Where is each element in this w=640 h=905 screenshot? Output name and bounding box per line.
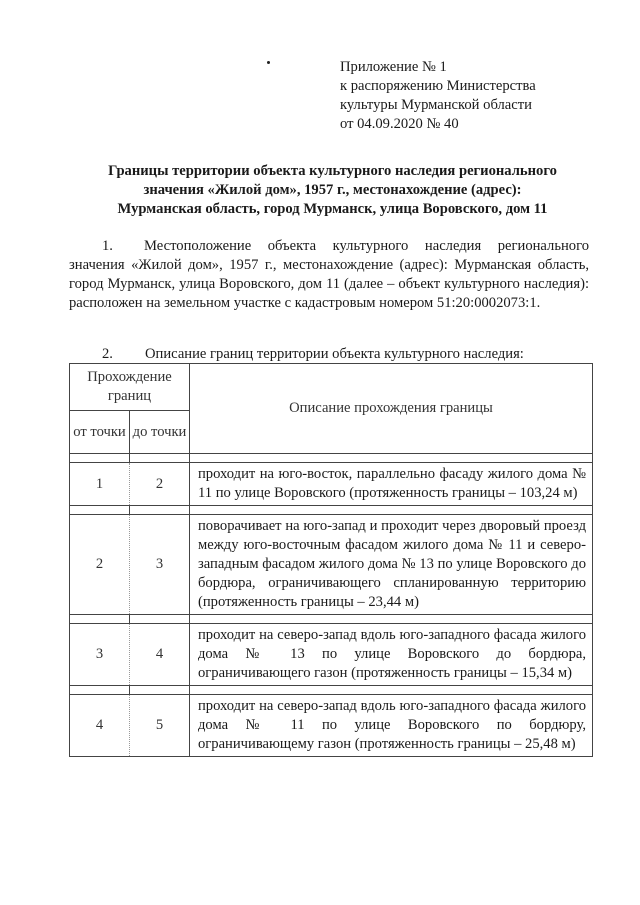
table-row [70,463,593,506]
document-title [60,162,605,219]
table-header-row [70,364,593,411]
section-2-text: Описание границ территории объекта культурного наследия: [145,346,524,362]
title-line-2: значения «Жилой дом», 1957 г., местонахождение (адрес): [143,182,522,198]
row-description: проходит на северо-запад вдоль юго-западного фасада жилого дома № 11 по улице Воровского по бордюру, ограничивающему газон (протяженность границы – 25,48 м) [190,695,593,757]
header-from-point: от точки [70,411,130,454]
section-1-paragraph [69,237,589,313]
row-to-point: 5 [130,695,190,757]
table-spacer [70,454,593,463]
header-description: Описание прохождения границы [190,364,593,454]
boundaries-table [69,363,593,757]
appendix-line-2: к распоряжению Министерства [340,78,536,94]
table-row [70,695,593,757]
title-line-1: Границы территории объекта культурного наследия регионального [108,163,557,179]
table-spacer [70,506,593,515]
table-row [70,624,593,686]
section-2-number: 2. [102,346,113,362]
title-line-3: Мурманская область, город Мурманск, улица Воровского, дом 11 [117,201,548,217]
row-from-point: 2 [70,515,130,615]
table-spacer [70,686,593,695]
row-to-point: 2 [130,463,190,506]
stray-dot-mark [267,61,270,64]
appendix-line-4: от 04.09.2020 № 40 [340,116,459,132]
row-to-point: 3 [130,515,190,615]
appendix-line-1: Приложение № 1 [340,59,447,75]
row-description: проходит на северо-запад вдоль юго-западного фасада жилого дома № 13 по улице Воровского до бордюра, ограничивающего газон (протяженность границы – 15,34 м) [190,624,593,686]
table-row [70,515,593,615]
row-description: поворачивает на юго-запад и проходит через дворовый проезд между юго-восточным фасадом жилого дома № 11 и северо-западным фасадом жилого дома № 13 по улице Воровского до бордюра, ограничивающего спланированную территорию (протяженность границы – 23,44 м) [190,515,593,615]
row-from-point: 3 [70,624,130,686]
row-from-point: 4 [70,695,130,757]
header-passage: Прохождение границ [70,364,190,411]
appendix-line-3: культуры Мурманской области [340,97,532,113]
section-1-text: Местоположение объекта культурного наследия регионального значения «Жилой дом», 1957 г., местонахождение (адрес): Мурманская область, город Мурманск, улица Воровского, дом 11 (далее – объект культурного наследия): расположен на земельном участке с кадастровым номером 51:20:0002073:1. [69,238,589,311]
row-to-point: 4 [130,624,190,686]
section-1-number: 1. [102,238,113,254]
appendix-header [340,58,600,134]
table-spacer [70,615,593,624]
row-from-point: 1 [70,463,130,506]
row-description: проходит на юго-восток, параллельно фасаду жилого дома № 11 по улице Воровского (протяженность границы – 103,24 м) [190,463,593,506]
section-2-heading [102,345,602,364]
header-to-point: до точки [130,411,190,454]
